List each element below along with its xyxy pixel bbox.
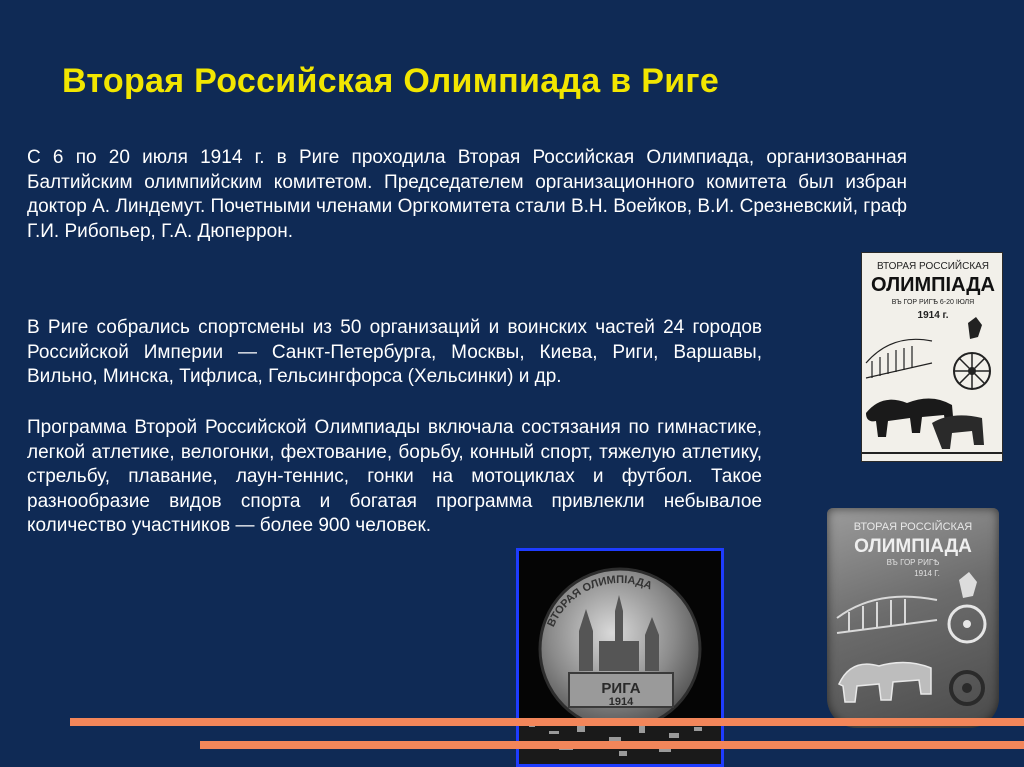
decorative-stripe-bottom [200,741,1024,749]
slide-title: Вторая Российская Олимпиада в Риге [62,62,720,100]
poster-line-2: ОЛИМПІАДА [871,274,995,296]
medal-illustration [519,551,721,764]
olympiad-medal-image [516,548,724,767]
plaque-illustration [827,508,999,728]
plaque-line-4: 1914 Г. [914,569,940,578]
poster-illustration [862,253,1003,462]
olympiad-plaque-image [827,508,999,728]
poster-line-4: 1914 г. [917,310,949,321]
poster-line-3: ВЪ ГОР РИГѢ 6-20 ІЮЛЯ [891,299,975,306]
medal-city-text: РИГА [601,680,641,697]
plaque-line-3: ВЪ ГОР РИГѢ [886,558,940,567]
olympiad-poster-image [861,252,1003,462]
plaque-line-2: ОЛИМПІАДА [854,536,972,557]
program-paragraph: Программа Второй Российской Олимпиады включала состязания по гимнастике, легкой атлетике, велогонки, фехтование, борьбу, конный спорт, тяжелую атлетику, стрельбу, плавание, лаун-теннис, гонки на мотоциклах и футбол. Такое разнообразие видов спорта и богатая программа привлекли небывалое количество участников — более 900 человек. [27,417,762,536]
poster-line-1: ВТОРАЯ РОССИЙСКАЯ [876,261,990,272]
medal-year-text: 1914 [608,696,634,708]
medal-arc-text-path: ВТОРАЯ ОЛИМПІАДА [545,573,654,629]
decorative-stripe-top [70,718,1024,726]
plaque-line-1: ВТОРАЯ РОССІЙСКАЯ [853,521,973,533]
participants-paragraph: В Риге собрались спортсмены из 50 организаций и воинских частей 24 городов Российской Империи — Санкт-Петербурга, Москвы, Киева, Риги, Варшавы, Вильно, Минска, Тифлиса, Гельсингфорса (Хельсинки) и др. [27,317,762,387]
intro-paragraph: С 6 по 20 июля 1914 г. в Риге проходила Вторая Российская Олимпиада, организованная Балтийским олимпийским комитетом. Председателем организационного комитета был избран доктор А. Линдемут. Почетными членами Оргкомитета стали В.Н. Воейков, В.И. Срезневский, граф Г.И. Рибопьер, Г.А. Дюперрон. [27,147,907,242]
